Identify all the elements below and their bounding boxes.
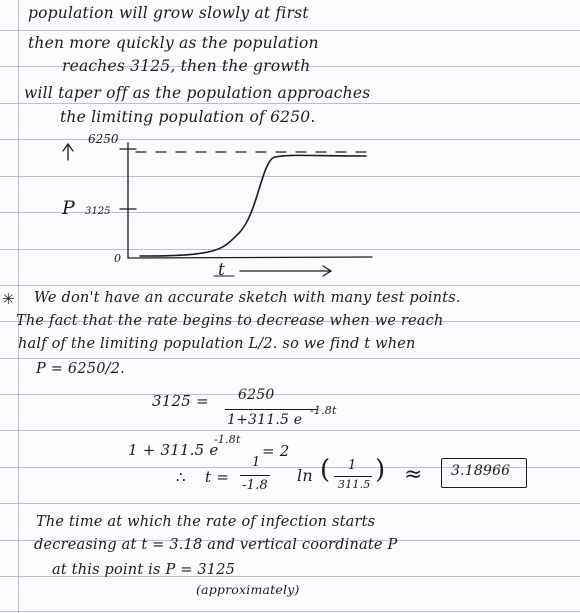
eq1-numerator: 6250	[238, 387, 275, 403]
conclusion-line-2: decreasing at t = 3.18 and vertical coordinate P	[34, 537, 398, 553]
intro-line-1: population will grow slowly at first	[28, 4, 309, 22]
approx-symbol: ≈	[404, 462, 423, 487]
intro-line-3: reaches 3125, then the growth	[62, 57, 311, 75]
eq2-rhs: = 2	[262, 442, 290, 460]
eq3-inner-num: 1	[348, 458, 357, 473]
intro-line-4: will taper off as the population approaches	[24, 84, 371, 102]
eq3-open-paren: (	[320, 455, 331, 485]
eq1-fraction-bar	[225, 409, 317, 410]
eq3-frac-den: -1.8	[242, 478, 268, 493]
reason-line-1: We don't have an accurate sketch with many test points.	[34, 290, 461, 306]
y-bottom-label: 0	[114, 252, 121, 265]
result-value: 3.18966	[451, 463, 511, 479]
eq1-lhs: 3125 =	[152, 392, 209, 410]
eq3-lhs: t =	[205, 468, 229, 486]
reason-line-3: half of the limiting population L/2. so we find t when	[18, 336, 416, 352]
bullet-mark: ✳	[2, 290, 15, 308]
eq3-inner-den: 311.5	[338, 478, 371, 491]
eq1-exponent: -1.8t	[310, 404, 337, 417]
eq2-exponent: -1.8t	[214, 433, 241, 446]
eq2-lhs: 1 + 311.5 e	[128, 441, 219, 459]
eq3-ln: ln	[297, 466, 313, 485]
eq3-frac-bar	[240, 475, 270, 476]
reason-line-4: P = 6250/2.	[36, 361, 125, 377]
y-top-label: 6250	[88, 132, 119, 146]
approx-note: (approximately)	[196, 582, 300, 597]
eq3-inner-bar	[334, 476, 372, 477]
therefore-symbol: ∴	[176, 468, 186, 486]
x-axis	[128, 257, 372, 258]
y-axis-name: P	[62, 197, 75, 219]
logistic-curve	[140, 155, 366, 256]
result-box	[441, 458, 527, 488]
eq3-close-paren: )	[375, 455, 386, 485]
y-mid-label: 3125	[85, 206, 111, 217]
conclusion-line-3: at this point is P = 3125	[52, 562, 236, 578]
eq3-frac-num: 1	[252, 455, 261, 470]
conclusion-line-1: The time at which the rate of infection starts	[36, 514, 376, 530]
intro-line-2: then more quickly as the population	[28, 34, 319, 52]
reason-line-2: The fact that the rate begins to decrease when we reach	[16, 313, 444, 329]
x-axis-name: t	[218, 260, 225, 280]
eq1-denominator: 1+311.5 e	[227, 412, 303, 428]
intro-line-5: the limiting population of 6250.	[60, 108, 316, 126]
